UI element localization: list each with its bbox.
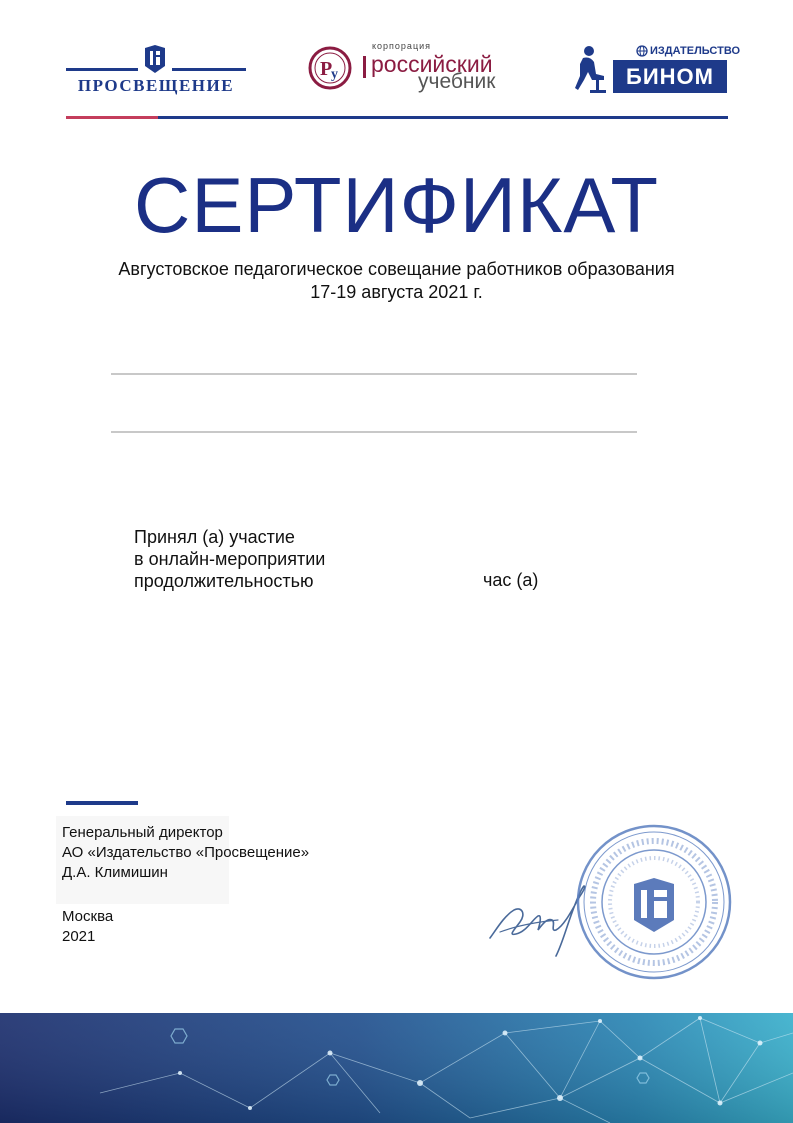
prosveshchenie-line-left	[66, 68, 138, 71]
svg-text:y: y	[331, 67, 338, 82]
place-year: 2021	[62, 928, 96, 945]
event-dates: 17-19 августа 2021 г.	[310, 282, 483, 302]
place-city: Москва	[62, 908, 114, 925]
ru-divider	[363, 56, 366, 78]
ru-wordmark-line1: российский	[371, 51, 493, 77]
recipient-name-line-2	[111, 431, 637, 433]
binom-top-label	[636, 45, 740, 57]
participation-line-2: в онлайн-мероприятии	[134, 549, 326, 569]
signatory-name: Д.А. Климишин	[62, 864, 168, 881]
ru-emblem-icon	[308, 46, 352, 90]
footer-accent-rule	[66, 801, 138, 805]
prosveshchenie-wordmark: ПРОСВЕЩЕНИЕ	[77, 76, 235, 95]
official-stamp-icon	[574, 822, 734, 982]
binom-top-text: ИЗДАТЕЛЬСТВО	[650, 45, 741, 57]
prosveshchenie-line-right	[172, 68, 246, 71]
ru-wordmark-line2: учебник	[418, 70, 496, 93]
header-rule-accent	[66, 116, 158, 119]
svg-text:P: P	[320, 58, 333, 80]
certificate-title: СЕРТИФИКАТ	[134, 161, 659, 249]
ru-top-label: корпорация	[372, 41, 431, 51]
binom-thinker-icon	[574, 44, 610, 94]
header-rule	[158, 116, 728, 119]
decorative-network-band	[0, 1013, 793, 1123]
signatory-organization: АО «Издательство «Просвещение»	[62, 844, 310, 861]
recipient-name-line-1	[111, 373, 637, 375]
globe-icon	[636, 45, 648, 57]
binom-wordmark: БИНОМ	[613, 60, 727, 93]
signatory-position: Генеральный директор	[62, 824, 223, 841]
event-name: Августовское педагогическое совещание работников образования	[118, 259, 675, 279]
participation-line-1: Принял (а) участие	[134, 527, 295, 547]
participation-line-3: продолжительностью	[134, 571, 314, 591]
hours-label: час (а)	[483, 570, 539, 590]
prosveshchenie-emblem-icon	[143, 44, 167, 74]
